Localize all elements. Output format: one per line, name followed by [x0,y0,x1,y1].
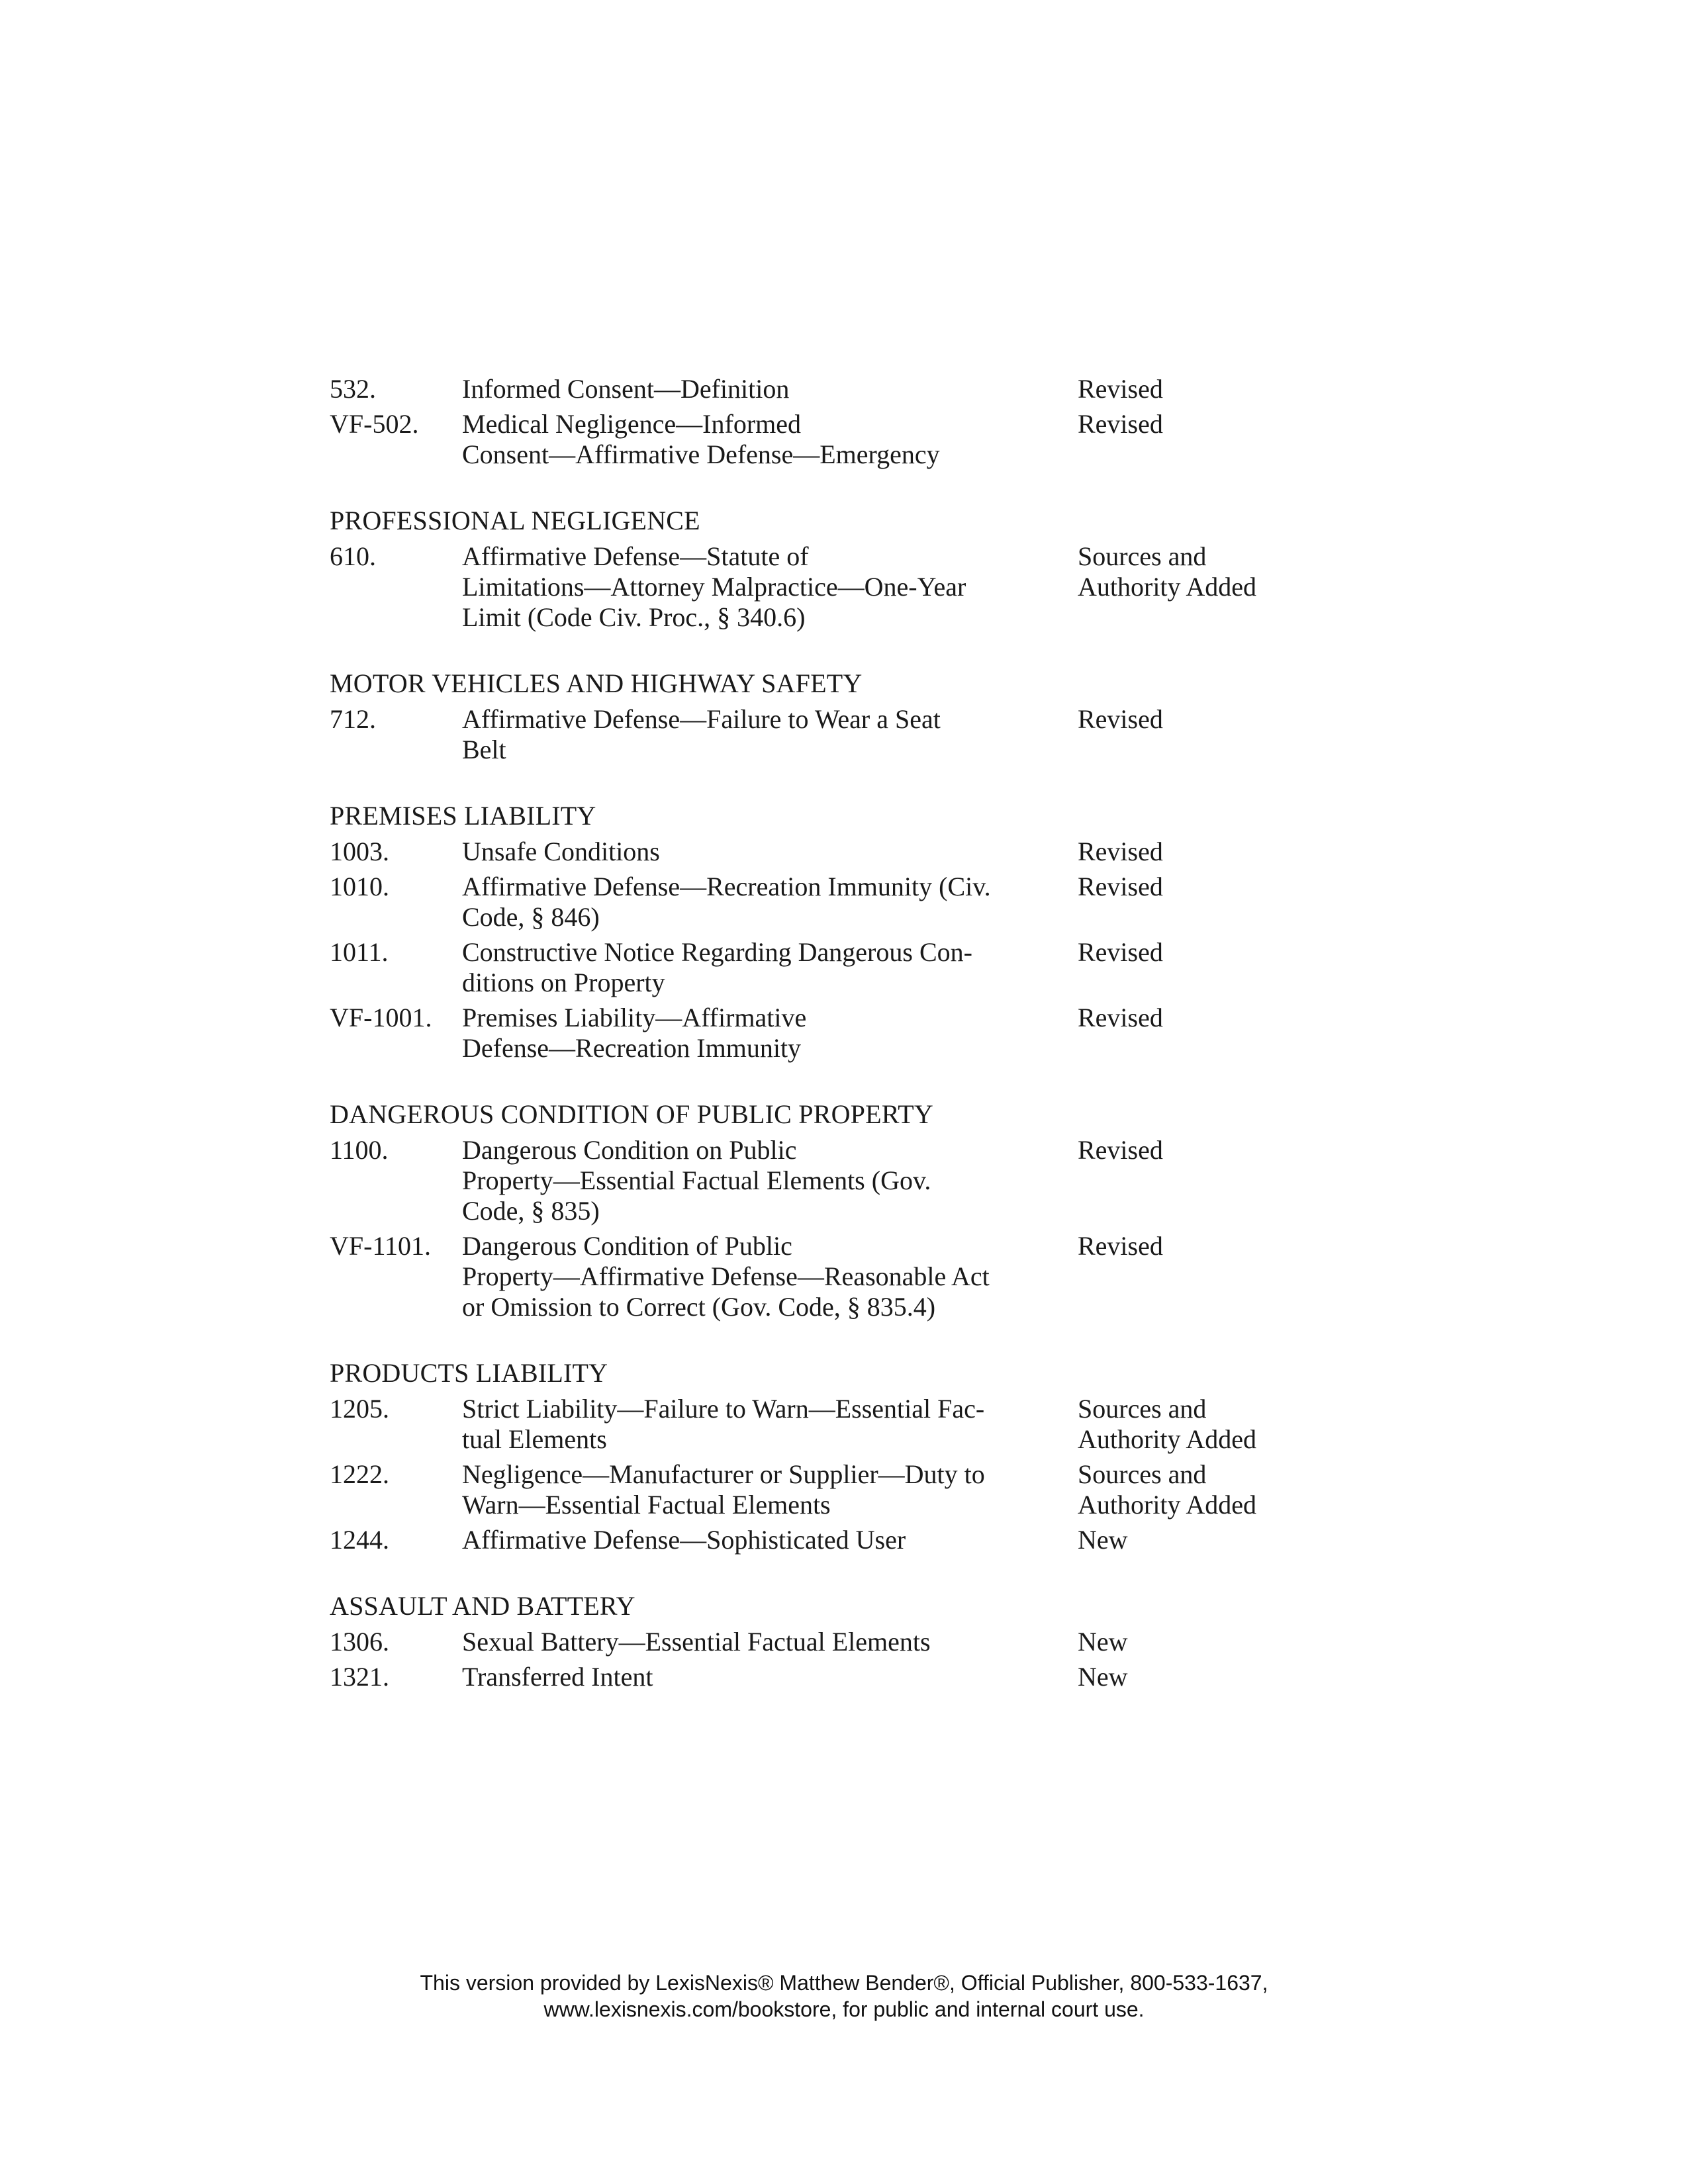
instruction-title: Sexual Battery—Essential Factual Elements [462,1627,931,1657]
table-row [330,837,1362,867]
instruction-number: 1010. [330,872,389,901]
revision-status: Sources and Authority Added [1078,1459,1256,1520]
section-heading: DANGEROUS CONDITION OF PUBLIC PROPERTY [330,1099,933,1129]
instruction-number: 1100. [330,1135,389,1165]
instruction-title: Constructive Notice Regarding Dangerous Con- ditions on Property [462,937,972,997]
section-assault-and-battery [330,1591,1362,1692]
revision-status: New [1078,1525,1128,1555]
instruction-title: Informed Consent—Definition [462,374,790,404]
section-heading: ASSAULT AND BATTERY [330,1591,635,1621]
revision-status: New [1078,1662,1128,1692]
revision-status: Revised [1078,837,1163,866]
revision-status: New [1078,1627,1128,1657]
revision-status: Sources and Authority Added [1078,1394,1256,1454]
table-row [330,1003,1362,1064]
table-row [330,409,1362,470]
instruction-number: 1205. [330,1394,389,1424]
section-dangerous-condition [330,1099,1362,1322]
instruction-number: 1222. [330,1459,389,1489]
section-products-liability [330,1358,1362,1555]
table-row [330,1135,1362,1226]
instruction-title: Affirmative Defense—Failure to Wear a Seat Belt [462,704,941,764]
instruction-number: VF-1101. [330,1231,431,1261]
table-row [330,937,1362,998]
section-premises-liability [330,801,1362,1064]
footer-line-1: This version provided by LexisNexis® Matthew Bender®, Official Publisher, 800-533-1637, [420,1971,1268,1995]
table-row [330,704,1362,765]
table-row [330,1394,1362,1455]
section-professional-negligence [330,506,1362,633]
instruction-number: 1306. [330,1627,389,1657]
instruction-number: VF-1001. [330,1003,432,1032]
revision-status: Revised [1078,1135,1163,1165]
revision-status: Revised [1078,1003,1163,1032]
footer-line-2: www.lexisnexis.com/bookstore, for public and internal court use. [543,1997,1145,2021]
instruction-number: 610. [330,541,376,571]
revision-status: Revised [1078,1231,1163,1261]
instruction-title: Affirmative Defense—Recreation Immunity (Civ. Code, § 846) [462,872,991,932]
table-row [330,1662,1362,1692]
revision-status: Revised [1078,872,1163,901]
section-heading: PREMISES LIABILITY [330,801,596,831]
table-row [330,374,1362,404]
table-row [330,541,1362,633]
revision-status: Revised [1078,409,1163,439]
table-row [330,1525,1362,1555]
instruction-title: Affirmative Defense—Statute of Limitations—Attorney Malpractice—One-Year Limit (Code Civ. Proc., § 340.6) [462,541,966,632]
revision-status: Revised [1078,937,1163,967]
instruction-title: Transferred Intent [462,1662,653,1692]
instruction-number: 712. [330,704,376,734]
instruction-number: 1321. [330,1662,389,1692]
revision-status: Revised [1078,704,1163,734]
instruction-number: 1003. [330,837,389,866]
revision-status: Revised [1078,374,1163,404]
instruction-number: VF-502. [330,409,419,439]
instruction-title: Dangerous Condition on Public Property—Essential Factual Elements (Gov. Code, § 835) [462,1135,931,1226]
section-heading: MOTOR VEHICLES AND HIGHWAY SAFETY [330,668,863,698]
table-row [330,1627,1362,1657]
instruction-title: Negligence—Manufacturer or Supplier—Duty to Warn—Essential Factual Elements [462,1459,985,1520]
table-row [330,872,1362,933]
table-row [330,1459,1362,1520]
section-continued [330,374,1362,470]
instruction-title: Medical Negligence—Informed Consent—Affirmative Defense—Emergency [462,409,940,469]
instruction-title: Affirmative Defense—Sophisticated User [462,1525,906,1555]
section-motor-vehicles [330,668,1362,765]
instruction-title: Unsafe Conditions [462,837,660,866]
instruction-number: 1244. [330,1525,389,1555]
section-heading: PROFESSIONAL NEGLIGENCE [330,506,700,535]
instruction-table [330,374,1362,1728]
instruction-title: Dangerous Condition of Public Property—Affirmative Defense—Reasonable Act or Omission to Correct (Gov. Code, § 835.4) [462,1231,990,1322]
publisher-footer [0,1970,1688,2023]
instruction-title: Premises Liability—Affirmative Defense—Recreation Immunity [462,1003,807,1063]
instruction-number: 1011. [330,937,389,967]
instruction-number: 532. [330,374,376,404]
instruction-title: Strict Liability—Failure to Warn—Essential Fac- tual Elements [462,1394,985,1454]
revision-status: Sources and Authority Added [1078,541,1256,602]
section-heading: PRODUCTS LIABILITY [330,1358,608,1388]
table-row [330,1231,1362,1322]
